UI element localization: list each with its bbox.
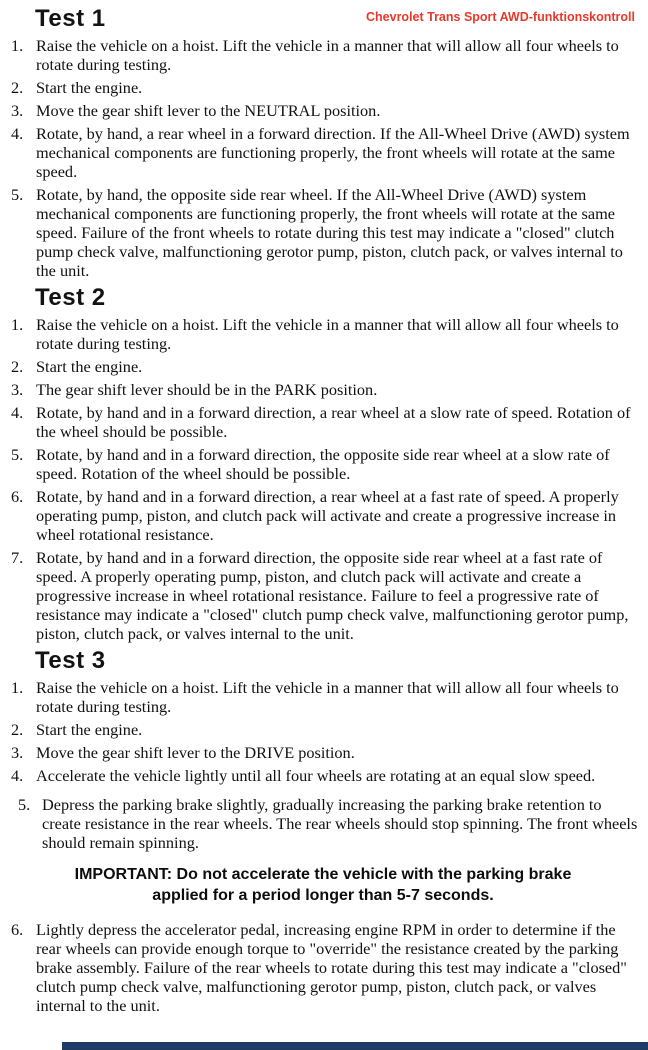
step-list-test-3 bbox=[8, 678, 638, 852]
list-item: 6. Rotate, by hand and in a forward direction, a rear wheel at a fast rate of speed. A properly operating pump, piston, and clutch pack will activate and create a progressive increase in wheel rotational resistance. bbox=[8, 487, 638, 544]
list-item: 4. Accelerate the vehicle lightly until all four wheels are rotating at an equal slow speed. bbox=[8, 766, 638, 785]
section-heading-test-3: Test 3 bbox=[35, 647, 106, 674]
list-item: 4. Rotate, by hand and in a forward direction, a rear wheel at a slow rate of speed. Rotation of the wheel should be possible. bbox=[8, 403, 638, 441]
document-title: Chevrolet Trans Sport AWD-funktionskontroll bbox=[366, 10, 635, 24]
next-page-top-edge bbox=[62, 1042, 648, 1050]
list-item: 2. Start the engine. bbox=[8, 357, 638, 376]
list-item: 1. Raise the vehicle on a hoist. Lift the vehicle in a manner that will allow all four wheels to rotate during testing. bbox=[8, 315, 638, 353]
list-item: 6. Lightly depress the accelerator pedal, increasing engine RPM in order to determine if the rear wheels can provide enough torque to "override" the resistance created by the parking brake assembly. Failure of the rear wheels to rotate during this test may indicate a "closed" clutch pump check valve, malfunctioning gerotor pump, piston, clutch pack, or valves internal to the unit. bbox=[8, 920, 638, 1015]
section-test-1 bbox=[8, 5, 638, 280]
section-test-2 bbox=[8, 284, 638, 643]
section-heading-test-1: Test 1 bbox=[35, 5, 106, 32]
list-item: 4. Rotate, by hand, a rear wheel in a forward direction. If the All-Wheel Drive (AWD) system mechanical components are functioning properly, the front wheels will rotate at the same speed. bbox=[8, 124, 638, 181]
section-test-3 bbox=[8, 647, 638, 1015]
list-item: 1. Raise the vehicle on a hoist. Lift the vehicle in a manner that will allow all four wheels to rotate during testing. bbox=[8, 678, 638, 716]
important-note bbox=[8, 864, 638, 906]
list-item: 3. Move the gear shift lever to the DRIVE position. bbox=[8, 743, 638, 762]
section-heading-test-2: Test 2 bbox=[35, 284, 106, 311]
list-item: 5. Rotate, by hand and in a forward direction, the opposite side rear wheel at a slow rate of speed. Rotation of the wheel should be possible. bbox=[8, 445, 638, 483]
important-note-line-2: applied for a period longer than 5-7 seconds. bbox=[152, 887, 494, 904]
step-list-test-2 bbox=[8, 315, 638, 643]
important-note-line-1: IMPORTANT: Do not accelerate the vehicle with the parking brake bbox=[74, 866, 572, 883]
step-list-test-1 bbox=[8, 36, 638, 280]
list-item: 7. Rotate, by hand and in a forward direction, the opposite side rear wheel at a fast rate of speed. A properly operating pump, piston, and clutch pack will activate and create a progressive increase in wheel rotational resistance. Failure to feel a progressive rate of resistance may indicate a "closed" clutch pump check valve, malfunctioning gerotor pump, piston, clutch pack, or valves internal to the unit. bbox=[8, 548, 638, 643]
list-item: 1. Raise the vehicle on a hoist. Lift the vehicle in a manner that will allow all four wheels to rotate during testing. bbox=[8, 36, 638, 74]
list-item: 2. Start the engine. bbox=[8, 720, 638, 739]
step-list-test-3-continued bbox=[8, 920, 638, 1015]
list-item: 5. Rotate, by hand, the opposite side rear wheel. If the All-Wheel Drive (AWD) system mechanical components are functioning properly, the front wheels will rotate at the same speed. Failure of the front wheels to rotate during this test may indicate a "closed" clutch pump check valve, malfunctioning gerotor pump, piston, clutch pack, or valves internal to the unit. bbox=[8, 185, 638, 280]
list-item: 3. Move the gear shift lever to the NEUTRAL position. bbox=[8, 101, 638, 120]
list-item: 3. The gear shift lever should be in the PARK position. bbox=[8, 380, 638, 399]
list-item: 2. Start the engine. bbox=[8, 78, 638, 97]
list-item: 5. Depress the parking brake slightly, gradually increasing the parking brake retention to create resistance in the rear wheels. The rear wheels should stop spinning. The front wheels should remain spinning. bbox=[8, 795, 638, 852]
